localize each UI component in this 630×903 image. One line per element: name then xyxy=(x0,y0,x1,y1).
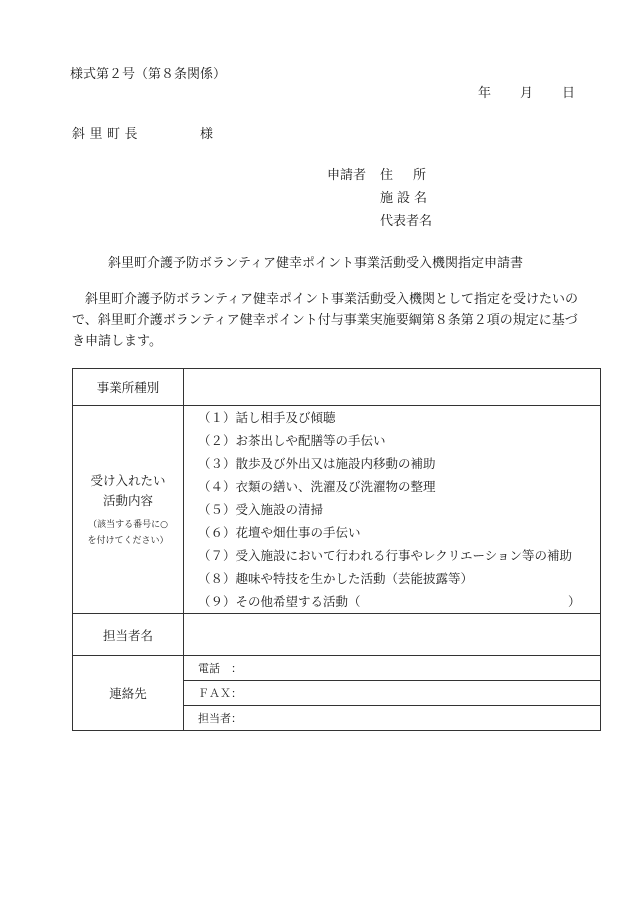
contact-table xyxy=(184,656,600,730)
date-month: 月 xyxy=(520,86,534,101)
activity-item-5[interactable]: （５）受入施設の清掃 xyxy=(198,502,324,517)
activity-item-9[interactable] xyxy=(198,590,600,613)
activity-item-4[interactable]: （４）衣類の繕い、洗濯及び洗濯物の整理 xyxy=(198,479,436,494)
contact-person-field[interactable]: 担当者： xyxy=(198,712,242,725)
applicant-label: 申請者 xyxy=(327,168,367,183)
business-type-field[interactable] xyxy=(184,369,601,406)
facility-name-label: 施設名 xyxy=(380,191,432,206)
business-type-row xyxy=(73,369,601,406)
form-number: 様式第２号（第８条関係） xyxy=(70,67,227,82)
activity-item-8[interactable]: （８）趣味や特技を生かした活動（芸能披露等） xyxy=(198,571,474,586)
activities-label-line2: 活動内容 xyxy=(102,492,153,508)
representative-label: 代表者名 xyxy=(380,214,433,229)
activity-item-1[interactable]: （１）話し相手及び傾聴 xyxy=(198,410,336,425)
activities-label-line1: 受け入れたい xyxy=(90,472,166,488)
contact-row xyxy=(73,656,601,731)
activity-item-2[interactable]: （２）お茶出しや配膳等の手伝い xyxy=(198,433,386,448)
person-in-charge-label: 担当者名 xyxy=(73,614,184,656)
person-in-charge-field[interactable] xyxy=(184,614,601,656)
address-label-char1: 住 xyxy=(380,168,394,183)
activities-note-line2: を付けてください） xyxy=(87,535,169,546)
contact-fax-field[interactable]: ＦＡＸ： xyxy=(184,681,600,706)
activities-list xyxy=(184,406,600,613)
activity-item-9-text: （９）その他希望する活動（ xyxy=(198,594,361,609)
person-in-charge-row xyxy=(73,614,601,656)
address-label-char2: 所 xyxy=(413,168,427,183)
activities-list-cell xyxy=(184,406,601,614)
addressee-honorific: 様 xyxy=(200,127,214,142)
activity-item-9-close-paren: ） xyxy=(568,594,581,609)
activity-item-6[interactable]: （６）花壇や畑仕事の手伝い xyxy=(198,525,361,540)
addressee-title: 斜里町長 xyxy=(72,127,143,142)
application-table xyxy=(72,368,601,731)
business-type-label: 事業所種別 xyxy=(73,369,184,406)
activity-item-3[interactable]: （３）散歩及び外出又は施設内移動の補助 xyxy=(198,456,436,471)
body-text: 斜里町介護予防ボランティア健幸ポイント事業活動受入機関として指定を受けたいので、斜里町介護ボランティア健幸ポイント付与事業実施要綱第８条第２項の規定に基づき申請します。 xyxy=(72,292,578,349)
activity-item-7[interactable]: （７）受入施設において行われる行事やレクリエーション等の補助 xyxy=(198,548,573,563)
activities-label-cell xyxy=(73,406,184,614)
date-year: 年 xyxy=(478,86,492,101)
activities-row xyxy=(73,406,601,614)
activities-note-line1: （該当する番号に○ xyxy=(88,519,168,530)
contact-fields xyxy=(184,656,601,731)
date-day: 日 xyxy=(562,86,576,101)
document-title: 斜里町介護予防ボランティア健幸ポイント事業活動受入機関指定申請書 xyxy=(108,256,523,271)
contact-phone-field[interactable]: 電話 ： xyxy=(184,656,600,681)
contact-label: 連絡先 xyxy=(73,656,184,731)
applicant-address-label xyxy=(380,164,426,183)
